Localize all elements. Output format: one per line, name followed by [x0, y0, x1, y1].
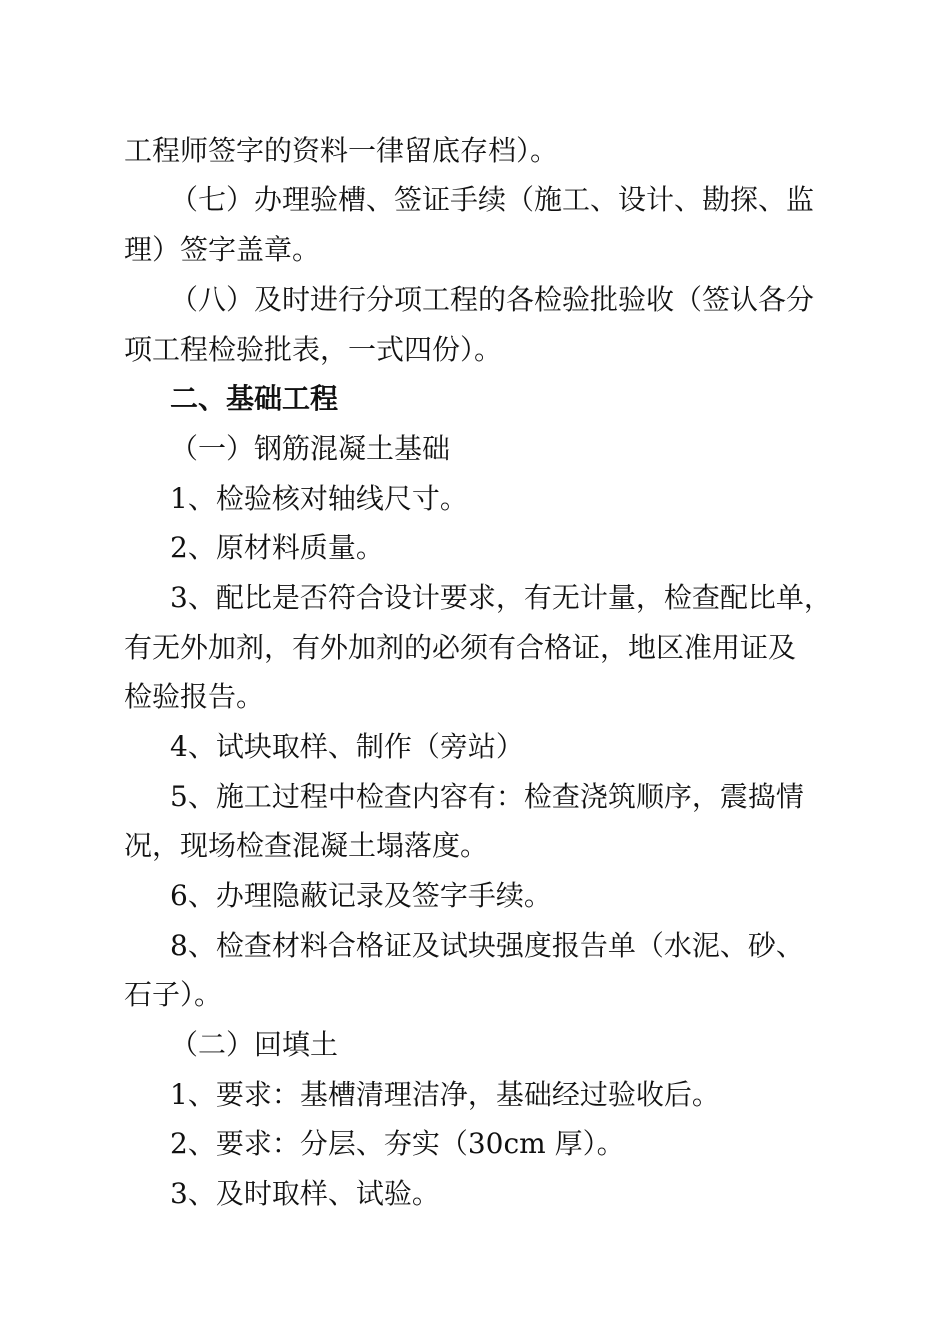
- subsection-heading: （二）回填土: [170, 1028, 339, 1061]
- paragraph-line: 有无外加剂，有外加剂的必须有合格证，地区准用证及: [124, 631, 797, 664]
- list-item: 6、办理隐蔽记录及签字手续。: [170, 879, 552, 912]
- paragraph-line: 理）签字盖章。: [124, 233, 321, 266]
- list-item: 2、原材料质量。: [170, 531, 384, 564]
- subsection-heading: （一）钢筋混凝土基础: [170, 432, 451, 465]
- list-item: 3、配比是否符合设计要求，有无计量，检查配比单，: [170, 581, 832, 614]
- list-item: 1、要求：基槽清理洁净，基础经过验收后。: [170, 1078, 720, 1111]
- list-item: 4、试块取样、制作（旁站）: [170, 730, 524, 763]
- paragraph-line: 项工程检验批表，一式四份）。: [124, 333, 503, 366]
- paragraph-line: （七）办理验槽、签证手续（施工、设计、勘探、监: [170, 183, 815, 216]
- list-item: 3、及时取样、试验。: [170, 1177, 440, 1210]
- paragraph-line: 工程师签字的资料一律留底存档）。: [124, 134, 559, 167]
- paragraph-line: 石子）。: [124, 978, 223, 1011]
- paragraph-line: 况，现场检查混凝土塌落度。: [124, 829, 489, 862]
- paragraph-line: （八）及时进行分项工程的各检验批验收（签认各分: [170, 283, 815, 316]
- list-item: 8、检查材料合格证及试块强度报告单（水泥、砂、: [170, 929, 804, 962]
- list-item: 1、检验核对轴线尺寸。: [170, 482, 468, 515]
- paragraph-line: 检验报告。: [124, 680, 265, 713]
- section-heading: 二、基础工程: [170, 382, 339, 415]
- list-item: 2、要求：分层、夯实（30cm 厚）。: [170, 1127, 625, 1160]
- list-item: 5、施工过程中检查内容有：检查浇筑顺序，震捣情: [170, 780, 804, 813]
